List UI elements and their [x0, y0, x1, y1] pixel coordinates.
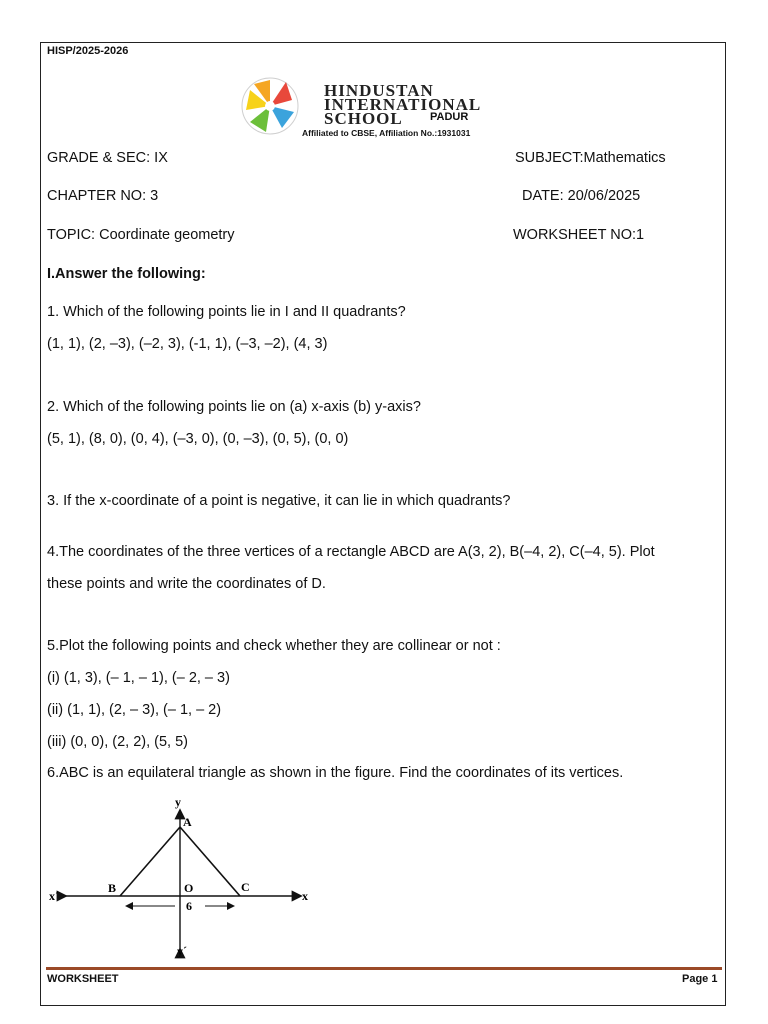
school-logo: [230, 74, 520, 142]
x-axis-label: x: [302, 889, 308, 903]
topic: TOPIC: Coordinate geometry: [47, 227, 235, 243]
question-2-points: (5, 1), (8, 0), (0, 4), (–3, 0), (0, –3), (0, 5), (0, 0): [47, 431, 349, 447]
origin-label: O: [184, 881, 194, 895]
y-axis-label: y: [175, 795, 181, 809]
question-2: 2. Which of the following points lie on (a) x-axis (b) y-axis?: [47, 399, 421, 415]
question-5-part-ii: (ii) (1, 1), (2, – 3), (– 1, – 2): [47, 702, 222, 718]
logo-place: PADUR: [430, 111, 469, 123]
footer-rule: [46, 967, 722, 970]
document-code: HISP/2025-2026: [47, 45, 129, 57]
side-ab: [120, 827, 180, 896]
logo-affiliation: Affiliated to CBSE, Affiliation No.:1931031: [302, 128, 471, 138]
question-5-part-iii: (iii) (0, 0), (2, 2), (5, 5): [47, 734, 188, 750]
question-5: 5.Plot the following points and check whether they are collinear or not :: [47, 638, 501, 654]
date: DATE: 20/06/2025: [522, 188, 641, 204]
section-heading: I.Answer the following:: [47, 266, 206, 282]
question-4: 4.The coordinates of the three vertices of a rectangle ABCD are A(3, 2), B(–4, 2), C(–4, 5). Plot: [47, 544, 655, 560]
question-5-part-i: (i) (1, 3), (– 1, – 1), (– 2, – 3): [47, 670, 230, 686]
page-number: Page 1: [682, 973, 718, 985]
y-neg-axis-label: y´: [177, 944, 187, 958]
side-length-label: 6: [186, 899, 192, 913]
chapter-number: CHAPTER NO: 3: [47, 188, 159, 204]
logo-line-1: HINDUSTAN: [324, 81, 434, 100]
question-1: 1. Which of the following points lie in I and II quadrants?: [47, 304, 406, 320]
logo-line-2: INTERNATIONAL: [324, 95, 482, 114]
logo-line-3: SCHOOL: [324, 109, 403, 128]
question-6: 6.ABC is an equilateral triangle as shown in the figure. Find the coordinates of its vertices.: [47, 765, 624, 781]
triangle-figure: [45, 795, 325, 960]
vertex-c-label: C: [241, 880, 250, 894]
worksheet-number: WORKSHEET NO:1: [513, 227, 645, 243]
question-3: 3. If the x-coordinate of a point is negative, it can lie in which quadrants?: [47, 493, 511, 509]
vertex-b-label: B: [108, 881, 117, 895]
grade-section: GRADE & SEC: IX: [47, 150, 168, 166]
question-4-continuation: these points and write the coordinates of D.: [47, 576, 326, 592]
footer-label: WORKSHEET: [47, 973, 119, 985]
question-1-points: (1, 1), (2, –3), (–2, 3), (-1, 1), (–3, –2), (4, 3): [47, 336, 328, 352]
subject: SUBJECT:Mathematics: [515, 150, 666, 166]
vertex-a-label: A: [183, 815, 192, 829]
logo-emblem-icon: [230, 76, 310, 138]
x-neg-axis-label: x´: [49, 889, 59, 903]
